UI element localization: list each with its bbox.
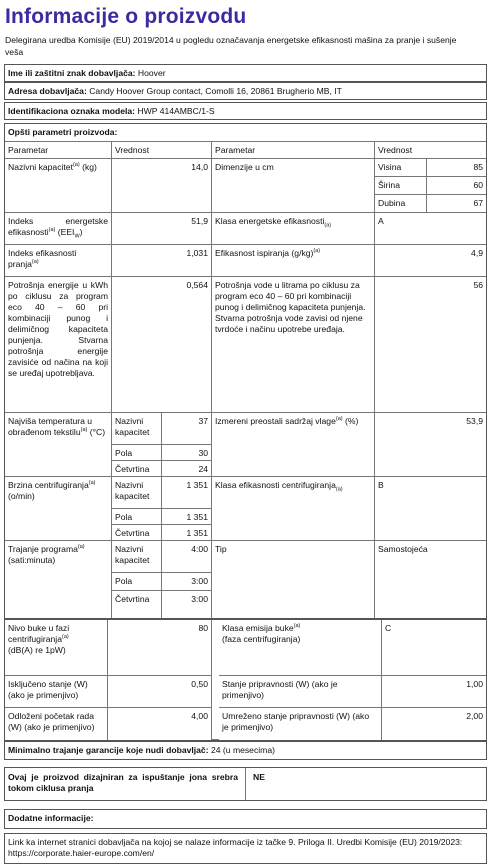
- capacity-label: Nazivni kapacitet$^{(a)}$ (kg): [5, 159, 112, 213]
- silver-divider: [245, 768, 246, 800]
- duration-half-label: Pola: [112, 573, 162, 591]
- general-params-heading: Opšti parametri proizvoda:: [5, 124, 486, 142]
- spin-rated-value: 1 351: [162, 477, 212, 509]
- spin-half-value: 1 351: [162, 509, 212, 525]
- spin-class-value: B: [375, 477, 486, 541]
- model-row: [4, 102, 487, 120]
- duration-quarter-label: Četvrtina: [112, 591, 162, 618]
- model-value: HWP 414AMBC/1-S: [137, 106, 215, 116]
- moisture-label: Izmereni preostali sadržaj vlage$^{(a)}$ (%): [212, 413, 375, 477]
- standby-label: Stanje pripravnosti (W) (ako je primenjivo): [219, 676, 382, 708]
- temp-half-value: 30: [162, 445, 212, 461]
- off-mode-value: 0,50: [108, 676, 212, 708]
- wash-index-value: 1,031: [112, 245, 212, 277]
- depth-value: 67: [427, 195, 486, 213]
- spin-speed-label: Brzina centrifugiranja$^{(a)}$ (o/min): [5, 477, 112, 541]
- temp-rated-label: Nazivni kapacitet: [112, 413, 162, 445]
- spin-class-label: Klasa efikasnosti centrifugiranja$_{(a)}$: [212, 477, 375, 541]
- address-value: Candy Hoover Group contact, Comolli 16, 20861 Brugherio MB, IT: [89, 86, 342, 96]
- col-header-value-left: Vrednost: [112, 142, 212, 159]
- energy-consumption-value: 0,564: [112, 277, 212, 413]
- supplier-value: Hoover: [137, 68, 166, 78]
- energy-consumption-label: Potrošnja energije u kWh po ciklusu za program eco 40 – 60 pri kombinaciji punog i delimičnog kapaciteta punjenja. Stvarna potrošnja energije zavisiće od načina na koji se uređaj upotrebljava.: [5, 277, 112, 413]
- wash-index-label: Indeks efikasnosti pranja$^{(a)}$: [5, 245, 112, 277]
- temp-quarter-value: 24: [162, 461, 212, 477]
- silver-ion-value: NE: [253, 772, 265, 782]
- energy-class-label: Klasa energetske efikasnosti$_{(a)}$: [212, 213, 375, 245]
- col-header-param-left: Parametar: [5, 142, 112, 159]
- type-label: Tip: [212, 541, 375, 618]
- warranty-row: [4, 741, 487, 760]
- temp-rated-value: 37: [162, 413, 212, 445]
- silver-ion-label: Ovaj je proizvod dizajniran za ispuštanje jona srebra tokom ciklusa pranja: [8, 772, 238, 793]
- network-standby-label: Umreženo stanje pripravnosti (W) (ako je primenjivo): [219, 708, 382, 740]
- capacity-value: 14,0: [112, 159, 212, 213]
- noise-class-value: C: [382, 620, 486, 676]
- supplier-link-text: Link ka internet stranici dobavljača na kojoj se nalaze informacije iz tačke 9. Priloga II. Uredbi Komisije (EU) 2019/2023: https://corporate.haier-europe.com/en/: [4, 833, 487, 864]
- delay-start-value: 4,00: [108, 708, 212, 740]
- delay-start-label: Odloženi početak rada (W) (ako je primenjivo): [5, 708, 108, 740]
- duration-label: Trajanje programa$^{(a)}$ (sati:minuta): [5, 541, 112, 618]
- off-mode-label: Isključeno stanje (W) (ako je primenjivo): [5, 676, 108, 708]
- eei-label: Indeks energetske efikasnosti$^{(a)}$ $(EEI_W)$: [5, 213, 112, 245]
- duration-half-value: 3:00: [162, 573, 212, 591]
- spin-rated-label: Nazivni kapacitet: [112, 477, 162, 509]
- dimensions-label: Dimenzije u cm: [212, 159, 375, 213]
- model-label: Identifikaciona oznaka modela:: [8, 106, 136, 116]
- rinse-value: 4,9: [375, 245, 486, 277]
- rinse-label: Efikasnost ispiranja $(g/kg)^{(a)}$: [212, 245, 375, 277]
- address-row: [4, 82, 487, 100]
- duration-rated-value: 4:00: [162, 541, 212, 573]
- page-title: Informacije o proizvodu: [5, 5, 247, 28]
- width-label: Širina: [375, 177, 427, 195]
- temp-half-label: Pola: [112, 445, 162, 461]
- spin-half-label: Pola: [112, 509, 162, 525]
- height-value: 85: [427, 159, 486, 177]
- address-label: Adresa dobavljača:: [8, 86, 87, 96]
- spin-quarter-label: Četvrtina: [112, 525, 162, 541]
- width-value: 60: [427, 177, 486, 195]
- parameters-table: [4, 123, 487, 619]
- supplier-label: Ime ili zaštitni znak dobavljača:: [8, 68, 136, 78]
- duration-quarter-value: 3:00: [162, 591, 212, 618]
- height-label: Visina: [375, 159, 427, 177]
- eei-value: 51,9: [112, 213, 212, 245]
- noise-class-label: Klasa emisija buke$^{(a)}$ (faza centrifugiranja): [219, 620, 382, 676]
- spin-quarter-value: 1 351: [162, 525, 212, 541]
- energy-class-value: A: [375, 213, 486, 245]
- moisture-value: 53,9: [375, 413, 486, 477]
- water-consumption-value: 56: [375, 277, 486, 413]
- noise-value: 80: [108, 620, 212, 676]
- temp-quarter-label: Četvrtina: [112, 461, 162, 477]
- additional-info-heading: Dodatne informacije:: [4, 809, 487, 829]
- warranty-value: 24 (u mesecima): [210, 745, 275, 755]
- silver-ion-row: [4, 767, 487, 801]
- power-table: [4, 619, 487, 741]
- duration-rated-label: Nazivni kapacitet: [112, 541, 162, 573]
- type-value: Samostojeća: [378, 544, 428, 554]
- water-consumption-label: Potrošnja vode u litrama po ciklusu za program eco 40 – 60 pri kombinaciji punog i delimičnog kapaciteta punjenja. Stvarna potrošnja vode zavisi od njene tvrdoće i načinu upotrebe uređaja.: [212, 277, 375, 413]
- depth-label: Dubina: [375, 195, 427, 213]
- temperature-label: Najviša temperatura u obrađenom tekstilu$^{(a)}$ (°C): [5, 413, 112, 477]
- warranty-label: Minimalno trajanje garancije koje nudi dobavljač:: [8, 745, 209, 755]
- noise-label: Nivo buke u fazi centrifugiranja$^{(a)}$ (dB(A) re 1pW): [5, 620, 108, 676]
- standby-value: 1,00: [382, 676, 486, 708]
- regulation-subtitle: Delegirana uredba Komisije (EU) 2019/2014 u pogledu označavanja energetske efikasnosti mašina za pranje i sušenje veša: [5, 35, 457, 57]
- col-header-value-right: Vrednost: [375, 142, 486, 159]
- supplier-row: [4, 64, 487, 82]
- network-standby-value: 2,00: [466, 711, 483, 721]
- col-header-param-right: Parametar: [212, 142, 375, 159]
- column-gap: [212, 620, 219, 740]
